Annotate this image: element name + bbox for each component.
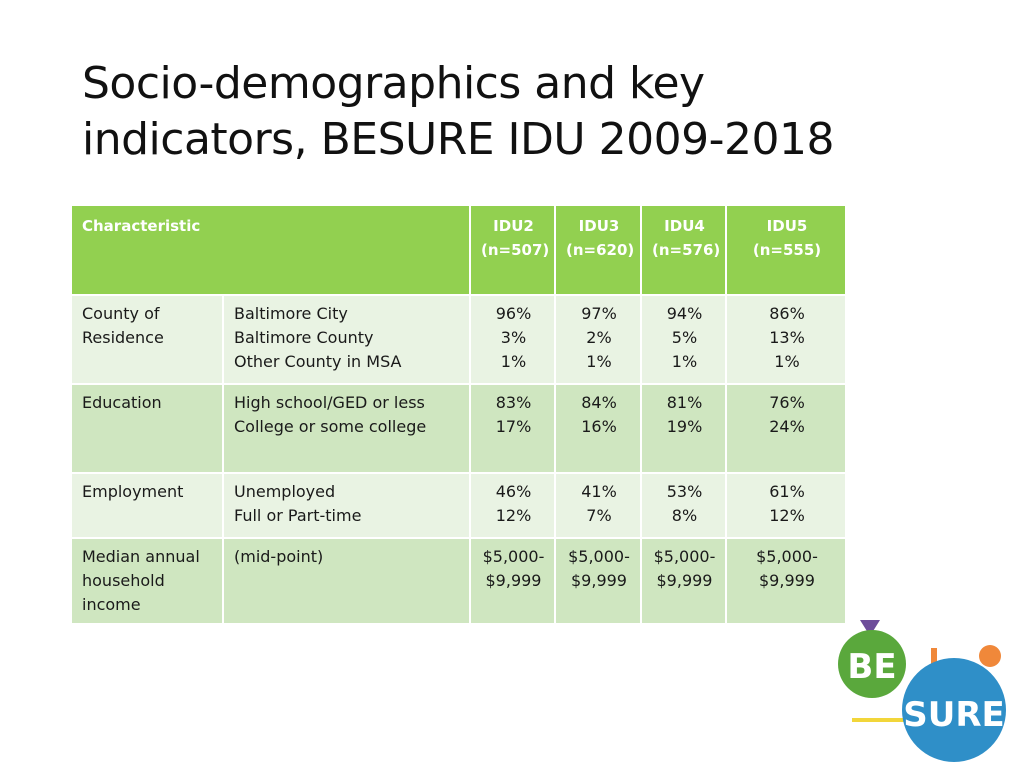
value-cell-idu2: [470, 295, 555, 384]
row-label-line: income: [82, 595, 141, 614]
value-text: 53%: [666, 482, 703, 501]
value-text: 7%: [586, 506, 612, 525]
header-group-n: (n=507): [481, 241, 550, 259]
logo-orange-dot: [979, 645, 1001, 667]
title-line-2: indicators, BESURE IDU 2009-2018: [82, 114, 834, 165]
value-text: 1%: [586, 352, 612, 371]
table-row: [71, 473, 846, 538]
value-text: $9,999: [485, 571, 542, 590]
row-label-line: household: [82, 571, 165, 590]
indicators-table: [70, 204, 847, 625]
header-idu5: [726, 205, 846, 295]
value-text: 19%: [666, 417, 703, 436]
value-text: $5,000-: [653, 547, 716, 566]
header-idu4: [641, 205, 726, 295]
header-group-name: IDU5: [766, 217, 808, 235]
value-text: 61%: [769, 482, 805, 501]
row-label: [71, 384, 223, 473]
row-label-line: Employment: [82, 482, 184, 501]
value-text: 94%: [666, 304, 703, 323]
value-cell-idu3: [555, 295, 641, 384]
value-text: 46%: [495, 482, 532, 501]
row-categories: [223, 384, 470, 473]
header-characteristic: Characteristic: [71, 205, 470, 295]
value-text: 3%: [500, 328, 527, 347]
value-text: 24%: [769, 417, 805, 436]
value-text: 97%: [581, 304, 617, 323]
value-text: $5,000-: [568, 547, 630, 566]
header-idu2: [470, 205, 555, 295]
title-line-1: Socio-demographics and key: [82, 58, 705, 109]
header-group-name: IDU4: [664, 217, 705, 235]
category-text: Baltimore City: [234, 304, 348, 323]
value-text: 17%: [495, 417, 532, 436]
row-categories: [223, 473, 470, 538]
row-label-line: Median annual: [82, 547, 200, 566]
value-text: 5%: [671, 328, 698, 347]
category-text: High school/GED or less: [234, 393, 425, 412]
row-label-line: County of: [82, 304, 160, 323]
row-categories: [223, 538, 470, 624]
header-group-name: IDU3: [578, 217, 620, 235]
table-row: [71, 538, 846, 624]
value-cell-idu4: [641, 538, 726, 624]
value-text: 12%: [769, 506, 805, 525]
category-text: Full or Part-time: [234, 506, 362, 525]
row-label: [71, 295, 223, 384]
header-group-n: (n=576): [652, 241, 721, 259]
value-text: 81%: [666, 393, 703, 412]
row-label: [71, 538, 223, 624]
value-text: 76%: [769, 393, 805, 412]
value-text: 41%: [581, 482, 617, 501]
row-label-line: Residence: [82, 328, 164, 347]
value-text: $9,999: [571, 571, 627, 590]
value-cell-idu2: [470, 538, 555, 624]
value-cell-idu5: [726, 384, 846, 473]
category-text: Unemployed: [234, 482, 336, 501]
value-cell-idu5: [726, 473, 846, 538]
value-text: $5,000-: [482, 547, 545, 566]
value-cell-idu5: [726, 295, 846, 384]
value-cell-idu4: [641, 384, 726, 473]
header-group-n: (n=620): [566, 241, 635, 259]
category-text: Baltimore County: [234, 328, 374, 347]
header-idu3: [555, 205, 641, 295]
value-text: 16%: [581, 417, 617, 436]
besure-logo: [832, 616, 1022, 766]
value-cell-idu5: [726, 538, 846, 624]
category-text: College or some college: [234, 417, 427, 436]
value-text: 96%: [495, 304, 532, 323]
value-text: 2%: [586, 328, 612, 347]
value-text: 83%: [495, 393, 532, 412]
value-text: 86%: [769, 304, 805, 323]
row-label-line: Education: [82, 393, 162, 412]
value-cell-idu3: [555, 473, 641, 538]
value-text: 1%: [500, 352, 527, 371]
category-text: Other County in MSA: [234, 352, 402, 371]
table-row: [71, 295, 846, 384]
table-row: [71, 384, 846, 473]
value-cell-idu4: [641, 295, 726, 384]
value-text: $9,999: [759, 571, 815, 590]
row-label: [71, 473, 223, 538]
value-text: $5,000-: [756, 547, 818, 566]
logo-text-sure: SURE: [903, 695, 1005, 735]
value-text: $9,999: [656, 571, 713, 590]
value-cell-idu3: [555, 538, 641, 624]
header-group-name: IDU2: [493, 217, 534, 235]
logo-text-be: BE: [847, 647, 897, 687]
value-cell-idu2: [470, 473, 555, 538]
value-text: 8%: [671, 506, 698, 525]
value-cell-idu3: [555, 384, 641, 473]
slide-title: [82, 56, 962, 168]
table-header-row: [71, 205, 846, 295]
header-group-n: (n=555): [752, 241, 822, 259]
value-cell-idu2: [470, 384, 555, 473]
row-categories: [223, 295, 470, 384]
value-cell-idu4: [641, 473, 726, 538]
value-text: 13%: [769, 328, 805, 347]
category-text: (mid-point): [234, 547, 324, 566]
value-text: 84%: [581, 393, 617, 412]
value-text: 1%: [774, 352, 800, 371]
value-text: 1%: [671, 352, 698, 371]
value-text: 12%: [495, 506, 532, 525]
